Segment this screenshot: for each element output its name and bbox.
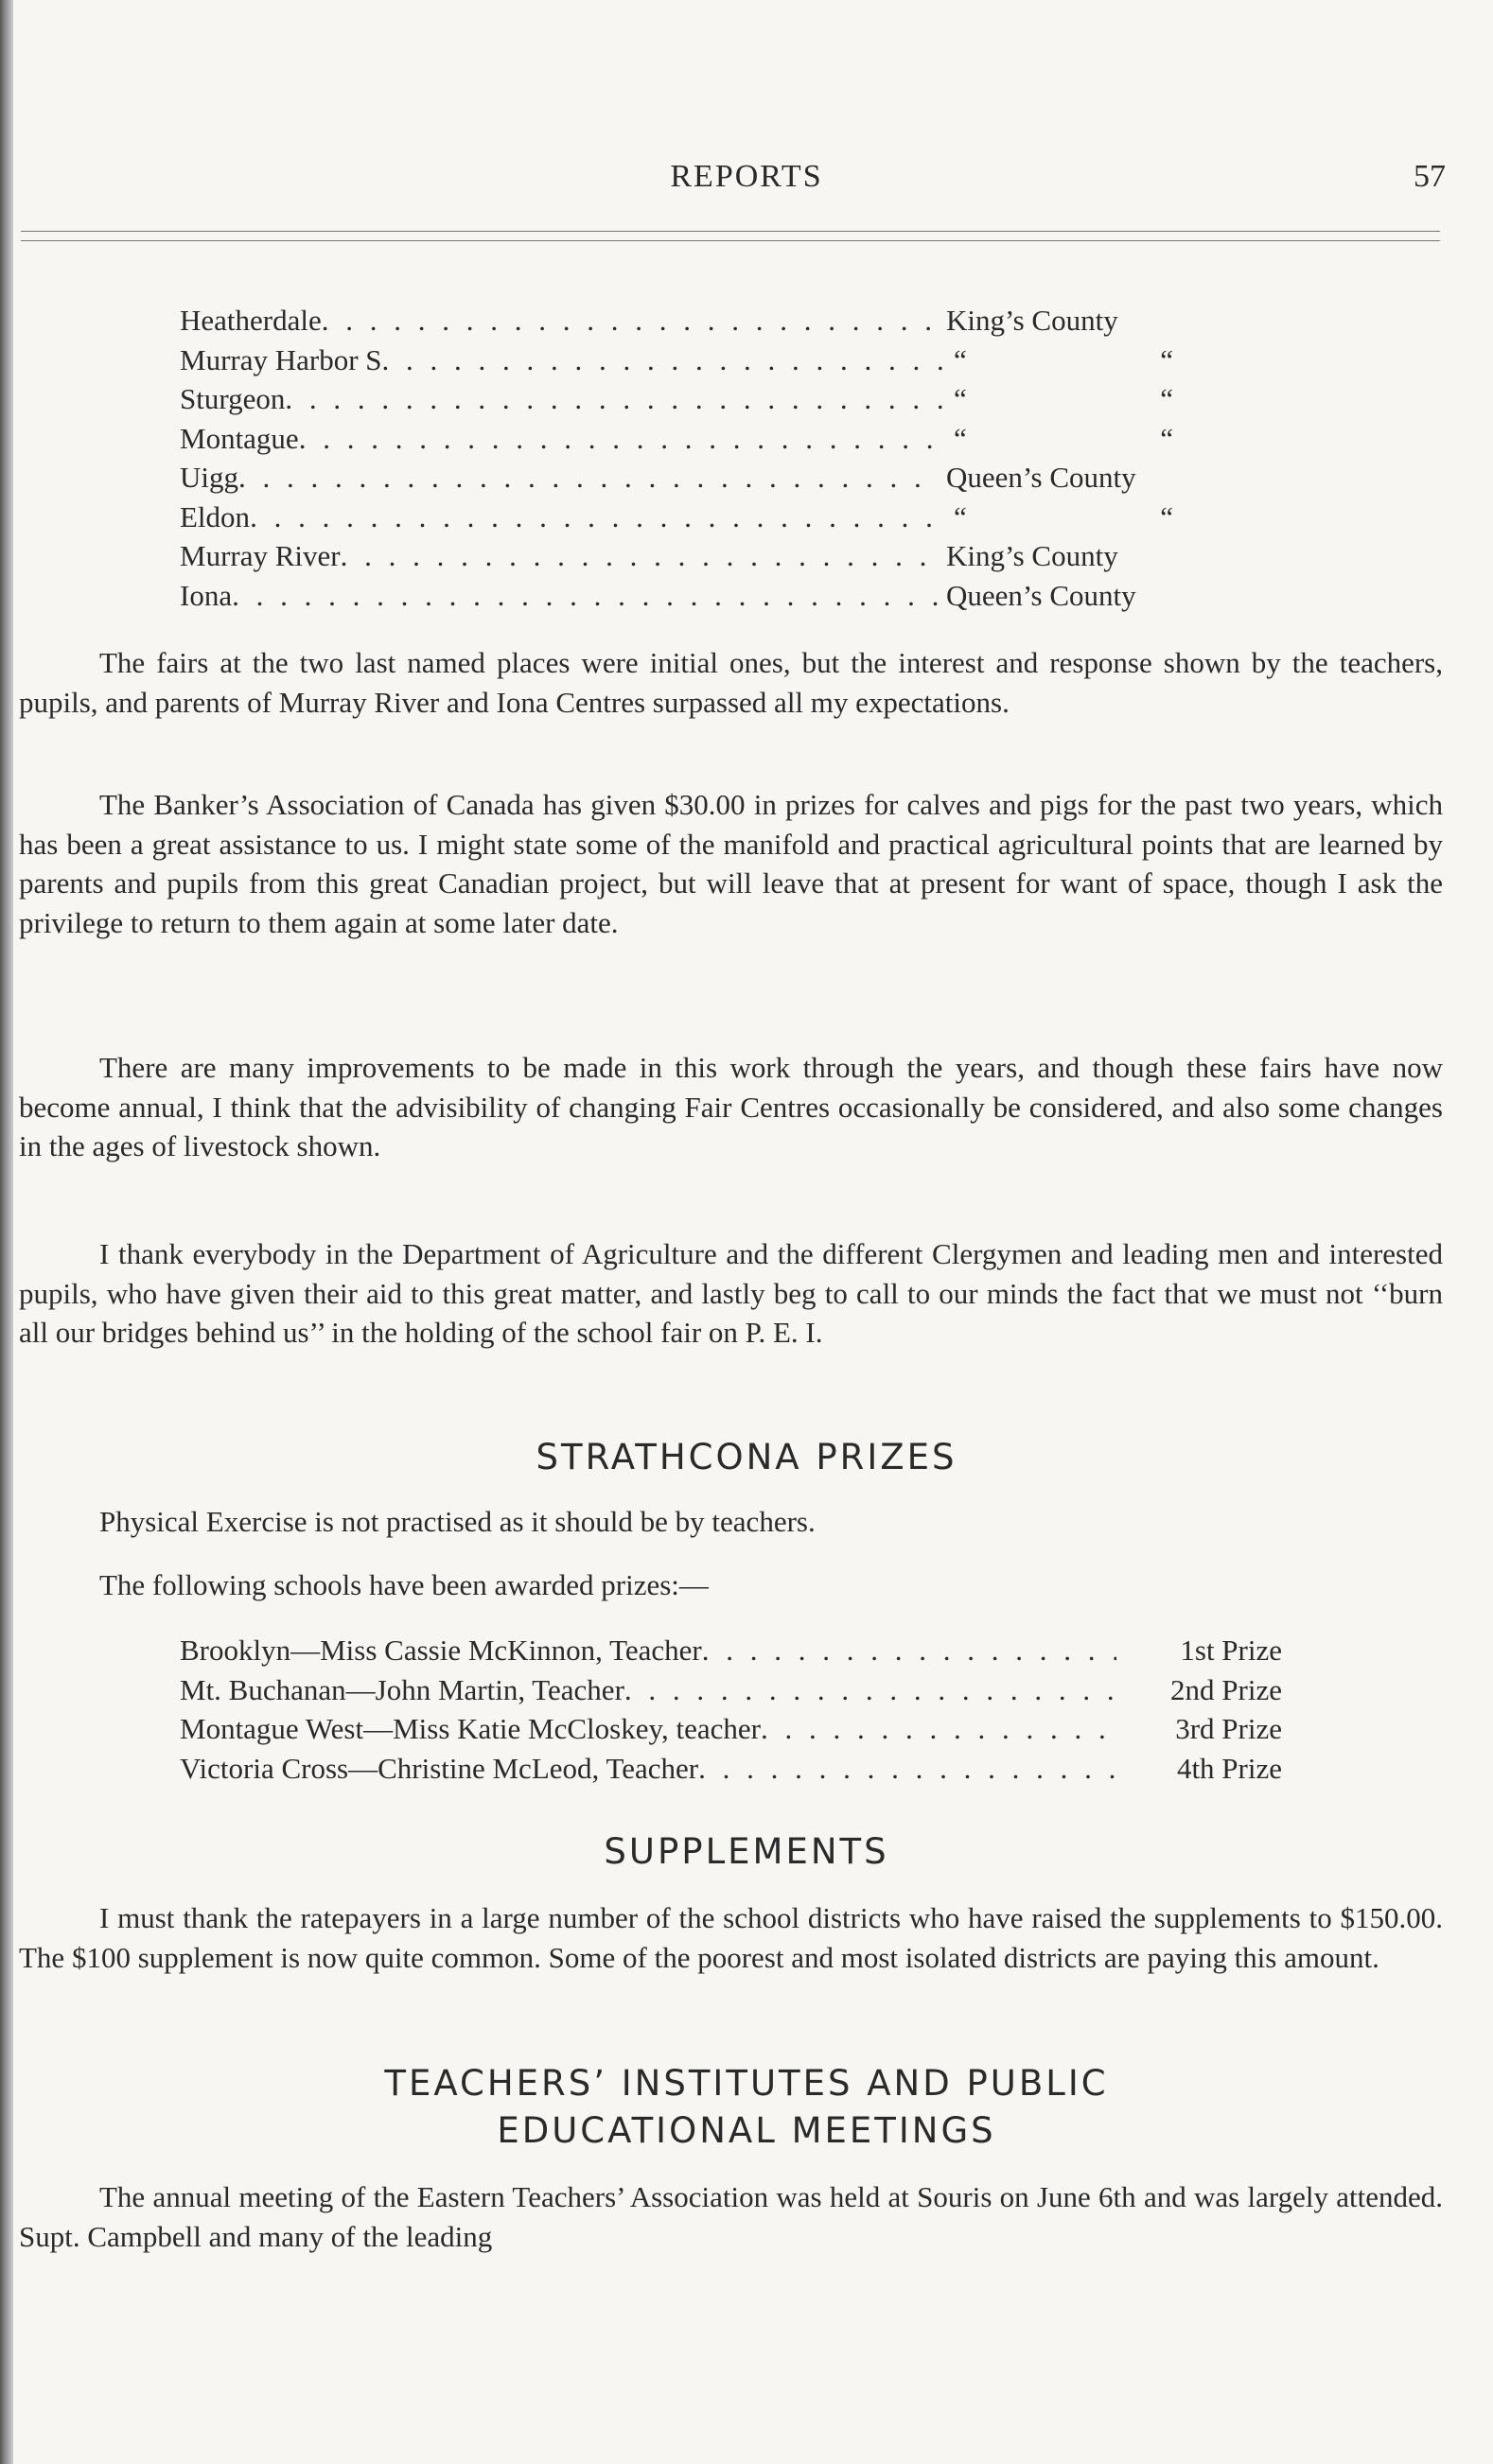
paragraph-thanks: I thank everybody in the Department of Agriculture and the different Clergymen and leading men and interested pupils, who have given their aid to this great matter, and lastly beg to call to our minds the fact that we must not ‘‘burn all our bridges behind us’’ in the holding of the school fair on P. E. I. — [19, 1237, 1443, 1349]
running-title: REPORTS — [670, 159, 823, 194]
list-item: Murray River . . . King’s County — [180, 536, 1221, 576]
strathcona-line-1: Physical Exercise is not practised as it should be by teachers. — [99, 1505, 816, 1538]
prize-list — [180, 1631, 1282, 1788]
institutes-heading-line-2: EDUCATIONAL MEETINGS — [497, 2110, 996, 2151]
strathcona-heading: STRATHCONA PRIZES — [536, 1437, 957, 1477]
paragraph-initial-fairs: The fairs at the two last named places were initial ones, but the interest and response shown by the teachers, pupils, and parents of Murray River and Iona Centres surpassed all my expectations. — [19, 646, 1443, 719]
list-item: Sturgeon . . . “ “ — [180, 379, 1221, 419]
ditto-marks: “ “ — [954, 382, 1173, 415]
list-item: Iona . . . Queen’s County — [180, 576, 1221, 616]
list-item: Murray Harbor S . . . “ “ — [180, 341, 1221, 380]
running-header — [0, 159, 1493, 206]
supplements-heading: SUPPLEMENTS — [604, 1831, 889, 1872]
list-item: Uigg . . . Queen’s County — [180, 458, 1221, 498]
fair-centres-list — [180, 301, 1221, 615]
paragraph-institutes: The annual meeting of the Eastern Teachers’ Association was held at Souris on June 6th and was largely attended. Supt. Campbell and many of the leading — [19, 2180, 1443, 2253]
list-item: Heatherdale . . . King’s County — [180, 301, 1221, 341]
paragraph-improvements: There are many improvements to be made in this work through the years, and though these fairs have now become annual, I think that the advisibility of changing Fair Centres occasionally be considered, and also some changes in the ages of livestock shown. — [19, 1051, 1443, 1162]
header-rule-top — [21, 231, 1440, 232]
header-rule-bottom — [21, 240, 1440, 241]
ditto-marks: “ “ — [954, 421, 1173, 455]
page-number: 57 — [1414, 159, 1446, 194]
list-item: Montague . . . “ “ — [180, 419, 1221, 459]
list-item: Montague West—Miss Katie McCloskey, teacher . . . 3rd Prize — [180, 1709, 1282, 1749]
ditto-marks: “ “ — [954, 499, 1173, 533]
list-item: Brooklyn—Miss Cassie McKinnon, Teacher . . . 1st Prize — [180, 1631, 1282, 1670]
strathcona-line-2: The following schools have been awarded prizes:— — [99, 1568, 709, 1601]
paragraph-bankers-association: The Banker’s Association of Canada has given $30.00 in prizes for calves and pigs for the past two years, which has been a great assistance to us. I might state some of the manifold and practical agricultural points that are learned by parents and pupils from this great Canadian project, but will leave that at present for want of space, though I ask the privilege to return to them again at some later date. — [19, 788, 1443, 939]
paragraph-supplements: I must thank the ratepayers in a large number of the school districts who have raised the supplements to $150.00. The $100 supplement is now quite common. Some of the poorest and most isolated districts are paying this amount. — [19, 1901, 1443, 1974]
list-item: Eldon . . . “ “ — [180, 498, 1221, 537]
institutes-heading-line-1: TEACHERS’ INSTITUTES AND PUBLIC — [384, 2063, 1109, 2104]
list-item: Victoria Cross—Christine McLeod, Teacher . . . 4th Prize — [180, 1749, 1282, 1789]
list-item: Mt. Buchanan—John Martin, Teacher . . . 2nd Prize — [180, 1670, 1282, 1710]
ditto-marks: “ “ — [954, 342, 1173, 376]
